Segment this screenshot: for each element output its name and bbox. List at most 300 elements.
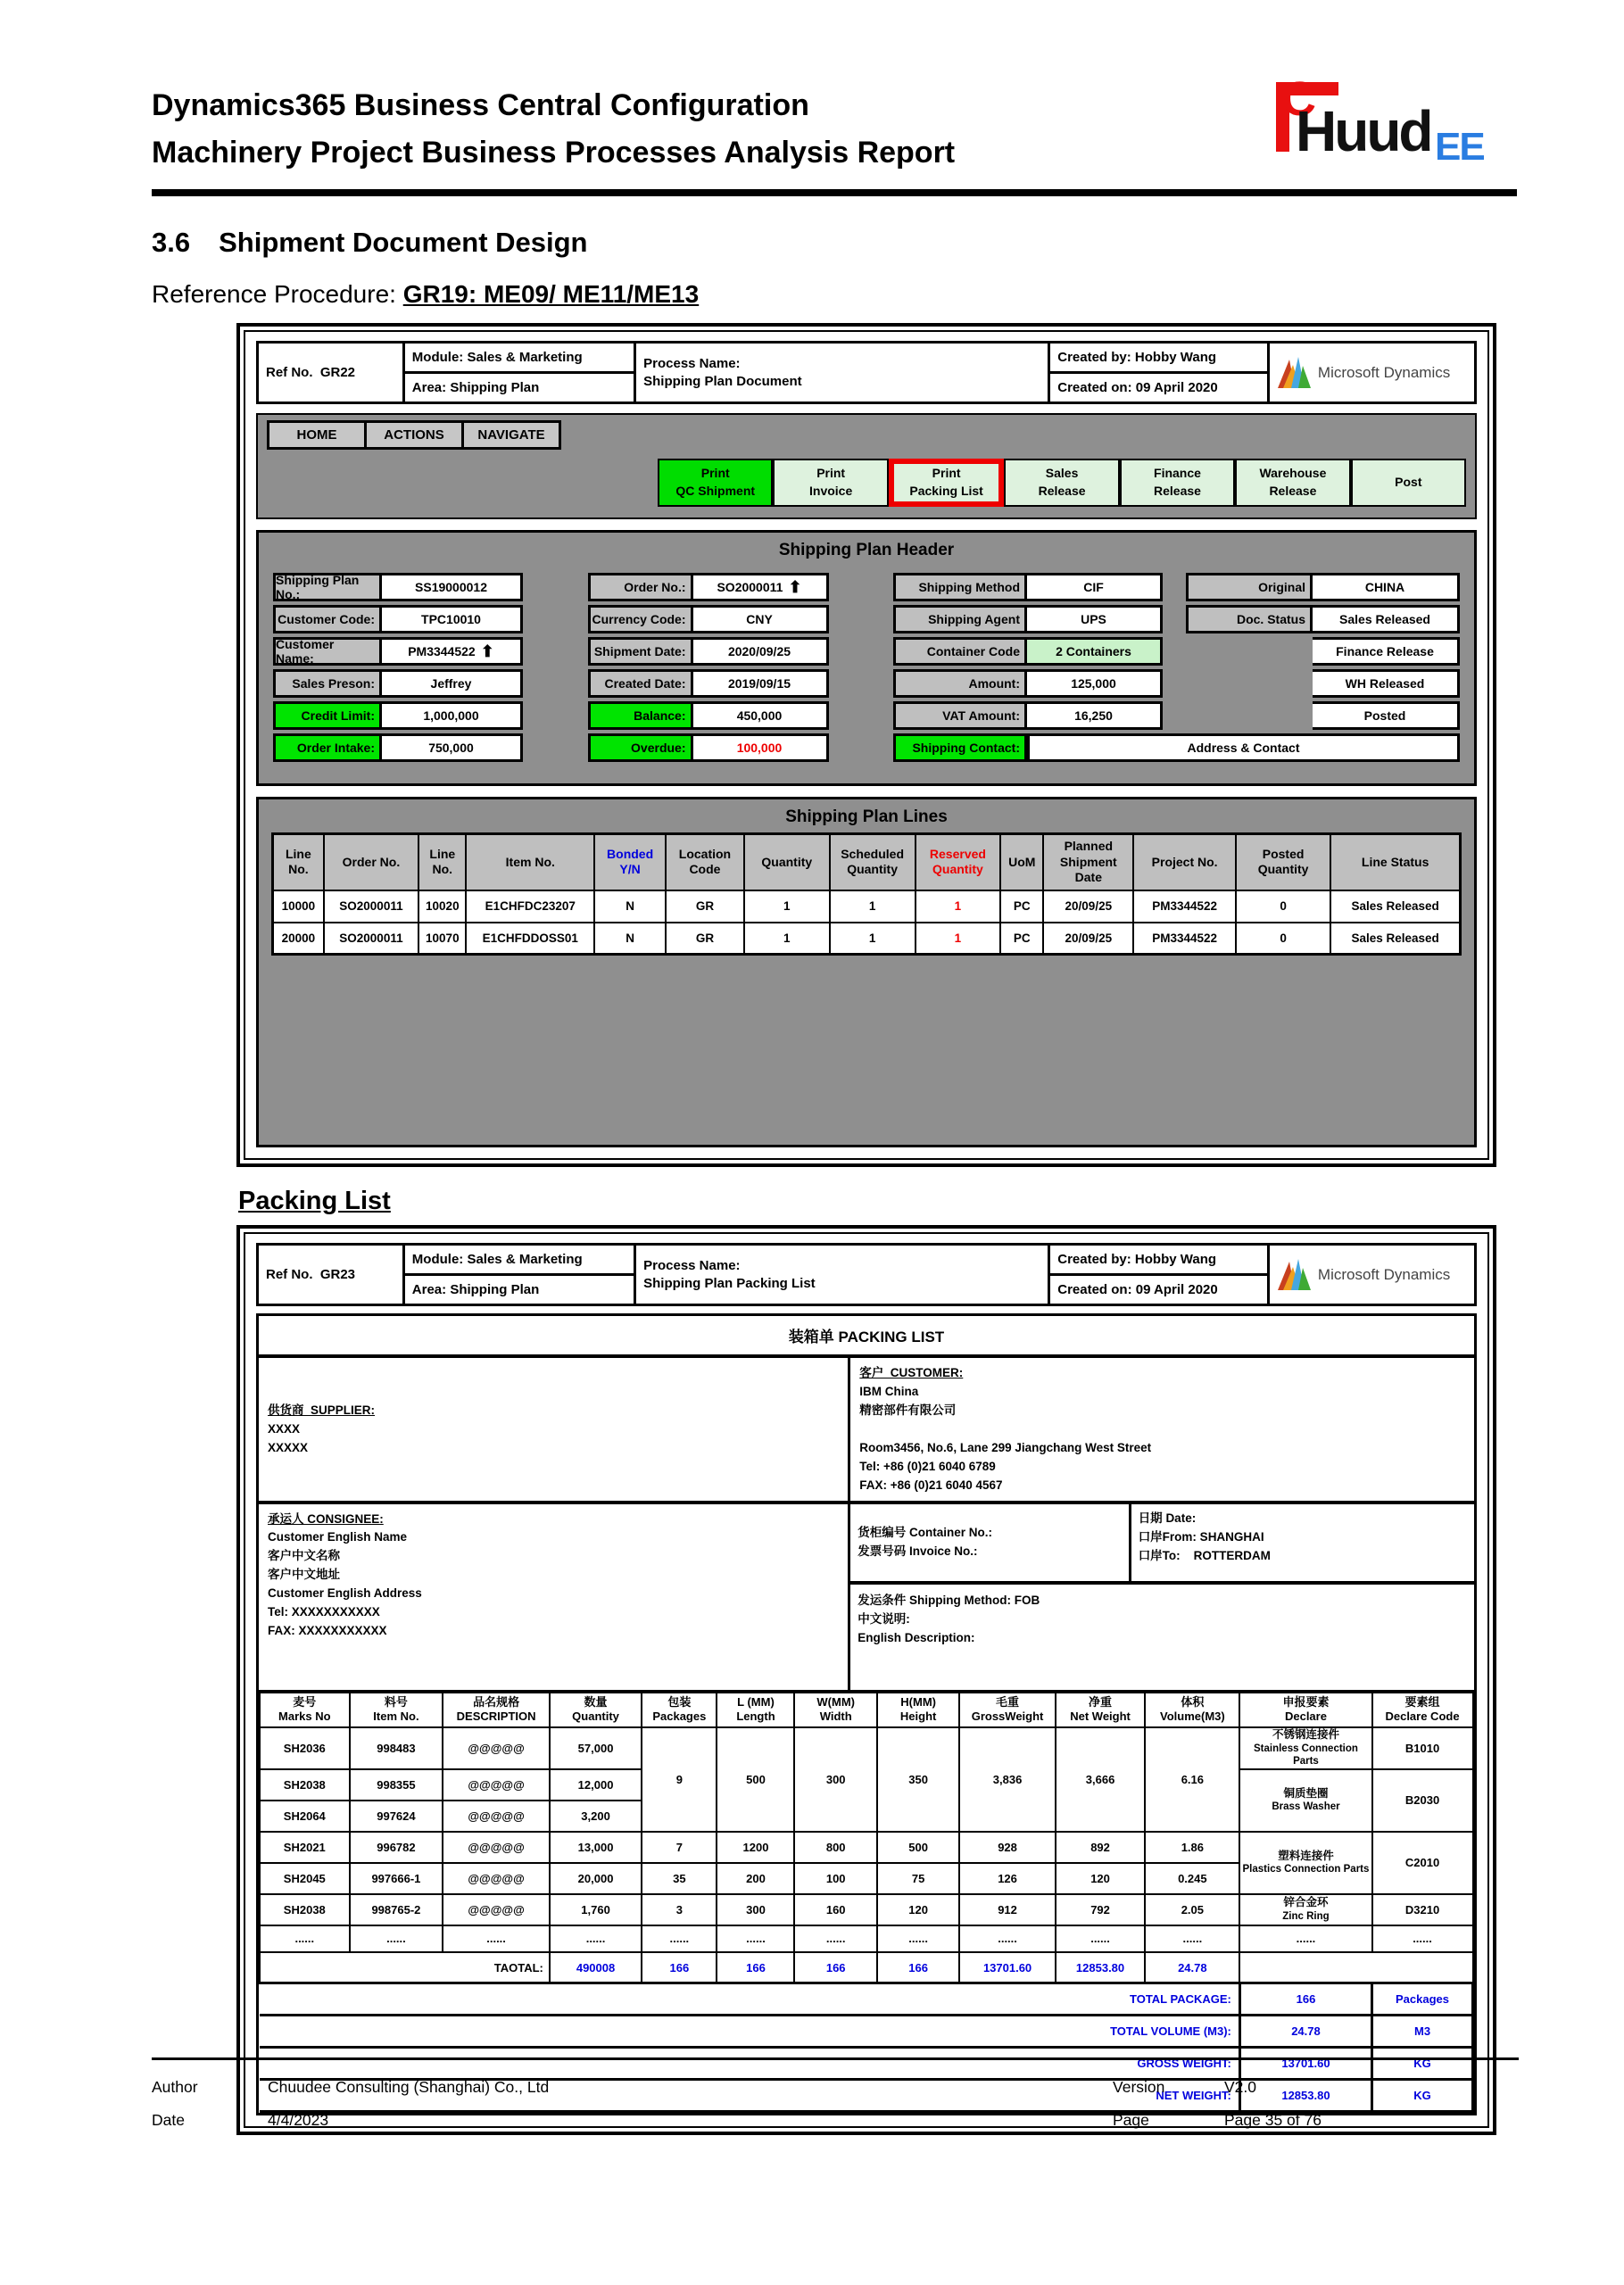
table-row: [260, 1832, 1473, 1863]
cell: B2030: [1372, 1769, 1473, 1832]
summary-label: TOTAL VOLUME (M3):: [260, 2016, 1239, 2048]
column-header: 麦号 Marks No: [260, 1692, 350, 1728]
total-length: 166: [717, 1952, 794, 1983]
microsoft-dynamics-icon: [1277, 355, 1314, 391]
cell: 3: [642, 1894, 717, 1925]
total-label: TAOTAL:: [260, 1952, 550, 1983]
field-label: Amount:: [893, 669, 1027, 698]
cell: 998483: [350, 1727, 443, 1768]
empty-cell: [1239, 1952, 1472, 1983]
table-row[interactable]: [273, 923, 1461, 955]
cell: ......: [717, 1925, 794, 1952]
column-header: Item No.: [466, 834, 594, 890]
shipping-method-field[interactable]: CIF: [1027, 573, 1163, 601]
summary-row: [260, 2016, 1473, 2048]
button-label: Release: [1269, 484, 1317, 498]
sales-release-button[interactable]: [1004, 459, 1119, 507]
header-field-group-3-4: [893, 573, 1460, 766]
column-header: 要素组 Declare Code: [1372, 1692, 1473, 1728]
cell: 300: [717, 1894, 794, 1925]
brand-cell: [1268, 1245, 1475, 1305]
cell: PC: [1000, 923, 1043, 955]
cell: SH2021: [260, 1832, 350, 1863]
cn-description-label: 中文说明:: [858, 1611, 910, 1626]
section-heading: [152, 227, 1517, 259]
cell: ......: [443, 1925, 550, 1952]
button-label: QC Shipment: [675, 484, 756, 498]
consignee-line: 客户中文地址: [268, 1568, 340, 1582]
consignee-line: 客户中文名称: [268, 1549, 340, 1563]
header-field-group-2: [588, 573, 829, 766]
cell: SO2000011: [324, 923, 418, 955]
total-quantity: 490008: [550, 1952, 642, 1983]
print-qc-shipment-button[interactable]: [658, 459, 773, 507]
button-label: Packing List: [909, 484, 983, 498]
field-label: Shipping Contact:: [893, 733, 1027, 762]
invoice-no-label: 发票号码 Invoice No.:: [858, 1544, 978, 1558]
cell: 1: [744, 923, 830, 955]
process-name-value: Shipping Plan Document: [643, 373, 802, 389]
process-name-label: Process Name:: [643, 1258, 741, 1273]
customer-block: [850, 1358, 1474, 1501]
cell: 1.86: [1145, 1832, 1239, 1863]
tab-navigate[interactable]: NAVIGATE: [461, 420, 561, 450]
cell: 350: [877, 1727, 959, 1831]
field-label: Sales Preson:: [273, 669, 382, 698]
created-on-cell: Created on: 09 April 2020: [1049, 373, 1269, 403]
column-header: Planned Shipment Date: [1043, 834, 1133, 890]
supplier-customer-row: [259, 1358, 1474, 1501]
summary-row: [260, 1983, 1473, 2016]
footer-page-value: Page 35 of 76: [1224, 2111, 1322, 2129]
cell: 892: [1056, 1832, 1146, 1863]
shipment-date-field[interactable]: 2020/09/25: [693, 637, 829, 666]
cell: Sales Released: [1330, 923, 1460, 955]
cell: 9: [642, 1727, 717, 1831]
table-row: [260, 1894, 1473, 1925]
panel-filler: [259, 956, 1474, 1145]
panel-title: Shipping Plan Lines: [785, 807, 948, 826]
order-no-field[interactable]: [693, 573, 829, 601]
field-label: Original: [1186, 573, 1313, 601]
column-header: Order No.: [324, 834, 418, 890]
summary-value: 166: [1239, 1983, 1371, 2016]
process-cell: [635, 343, 1049, 403]
cell: 1,760: [550, 1894, 642, 1925]
original-field[interactable]: CHINA: [1313, 573, 1460, 601]
summary-unit: Packages: [1372, 1983, 1473, 2016]
shipping-plan-no-field[interactable]: SS19000012: [382, 573, 523, 601]
cell: 1200: [717, 1832, 794, 1863]
column-header: Line Status: [1330, 834, 1460, 890]
wh-released-status: WH Released: [1313, 669, 1460, 698]
cell: 1: [744, 890, 830, 923]
reference-label: Reference Procedure:: [152, 280, 403, 308]
packing-list-title: 装箱单 PACKING LIST: [259, 1316, 1474, 1358]
cell: 0: [1236, 890, 1330, 923]
cell: D3210: [1372, 1894, 1473, 1925]
customer-heading: 客户 CUSTOMER:: [859, 1366, 964, 1379]
field-label: Shipment Date:: [588, 637, 693, 666]
button-label: Warehouse: [1259, 466, 1327, 481]
button-label: Sales: [1045, 466, 1079, 481]
cell: 500: [877, 1832, 959, 1863]
cell: 1: [916, 890, 1001, 923]
currency-code-field[interactable]: CNY: [693, 605, 829, 633]
field-value: PM3344522: [408, 644, 476, 658]
cell: 10020: [418, 890, 466, 923]
cell: 120: [1056, 1863, 1146, 1894]
cell: ......: [260, 1925, 350, 1952]
tab-home[interactable]: HOME: [267, 420, 367, 450]
column-header: Project No.: [1133, 834, 1235, 890]
drill-up-arrow-icon[interactable]: ⬆: [480, 642, 494, 660]
cell: 126: [959, 1863, 1055, 1894]
declare-cell: 锌合金环 Zinc Ring: [1239, 1894, 1371, 1925]
cell: PC: [1000, 890, 1043, 923]
shipping-plan-lines-panel: [256, 797, 1477, 1147]
customer-line: FAX: +86 (0)21 6040 4567: [859, 1478, 1003, 1492]
supplier-line: XXXXX: [268, 1440, 309, 1454]
cell: SH2038: [260, 1894, 350, 1925]
cell: 928: [959, 1832, 1055, 1863]
supplier-block: [259, 1358, 850, 1501]
cell: ......: [642, 1925, 717, 1952]
cell: E1CHFDDOSS01: [466, 923, 594, 955]
column-header: 料号 Item No.: [350, 1692, 443, 1728]
order-intake-field[interactable]: 750,000: [382, 733, 523, 762]
table-row: [260, 1727, 1473, 1768]
created-on-cell: Created on: 09 April 2020: [1049, 1275, 1269, 1305]
section-title: Shipment Document Design: [219, 227, 588, 258]
cell: 800: [794, 1832, 876, 1863]
column-header: 申报要素 Declare: [1239, 1692, 1371, 1728]
shipping-info-block: [850, 1504, 1474, 1690]
cell: 200: [717, 1863, 794, 1894]
column-header: 品名规格 DESCRIPTION: [443, 1692, 550, 1728]
finance-release-button[interactable]: [1120, 459, 1235, 507]
packing-list-form: [256, 1313, 1477, 2115]
print-invoice-button[interactable]: [773, 459, 888, 507]
credit-limit-field[interactable]: 1,000,000: [382, 701, 523, 730]
customer-code-field[interactable]: TPC10010: [382, 605, 523, 633]
cell: 100: [794, 1863, 876, 1894]
cell: PM3344522: [1133, 890, 1235, 923]
page-header: [152, 72, 1517, 180]
summary-value: 12853.80: [1239, 2080, 1371, 2112]
chuudee-logo: [1276, 72, 1508, 180]
cell: @@@@@: [443, 1727, 550, 1768]
consignee-line: Tel: XXXXXXXXXXX: [268, 1605, 380, 1619]
cell: 997624: [350, 1801, 443, 1832]
declare-cell: 铜质垫圈 Brass Washer: [1239, 1769, 1371, 1832]
cell: ......: [550, 1925, 642, 1952]
summary-label: NET WEIGHT:: [260, 2080, 1239, 2112]
cell: E1CHFDC23207: [466, 890, 594, 923]
field-label: Shipping Agent: [893, 605, 1027, 633]
posted-status: Posted: [1313, 701, 1460, 730]
cell: PM3344522: [1133, 923, 1235, 955]
brand-cell: [1268, 343, 1475, 403]
finance-release-status: Finance Release: [1313, 637, 1460, 666]
button-label: Print: [700, 466, 730, 481]
total-volume: 24.78: [1145, 1952, 1239, 1983]
warehouse-release-button[interactable]: [1235, 459, 1350, 507]
table-row-ellipsis: [260, 1925, 1473, 1952]
spacer: [1163, 573, 1186, 601]
column-header: 包装 Packages: [642, 1692, 717, 1728]
cell: 1: [916, 923, 1001, 955]
footer-date-value: 4/4/2023: [268, 2111, 329, 2129]
column-header: Line No.: [273, 834, 324, 890]
cell: 3,836: [959, 1727, 1055, 1831]
cell: 12,000: [550, 1769, 642, 1801]
cell: 10070: [418, 923, 466, 955]
table-header-row: [273, 834, 1461, 890]
sales-person-field[interactable]: Jeffrey: [382, 669, 523, 698]
button-label: Release: [1154, 484, 1201, 498]
container-invoice-block: [850, 1504, 1131, 1581]
cell: 35: [642, 1863, 717, 1894]
footer-author-label: Author: [152, 2078, 198, 2096]
ribbon-tabs: [267, 420, 1466, 450]
column-header: 毛重 GrossWeight: [959, 1692, 1055, 1728]
doc-header-table-gr23: [256, 1243, 1477, 1306]
cell: 997666-1: [350, 1863, 443, 1894]
table-header-row: [260, 1692, 1473, 1728]
date-label: 日期 Date:: [1138, 1511, 1197, 1525]
table-row[interactable]: [273, 890, 1461, 923]
cell: 792: [1056, 1894, 1146, 1925]
chuudee-logo-huud: Huud: [1296, 99, 1431, 163]
header-field-group-1: [273, 573, 523, 766]
created-by-cell: Created by: Hobby Wang: [1049, 1245, 1269, 1275]
consignee-block: [259, 1504, 850, 1690]
cell: 57,000: [550, 1727, 642, 1768]
cell: SH2045: [260, 1863, 350, 1894]
cell: 0.245: [1145, 1863, 1239, 1894]
button-label: Print: [816, 466, 846, 481]
spacer: [1163, 605, 1186, 633]
doc-status-field[interactable]: Sales Released: [1313, 605, 1460, 633]
cell: ......: [959, 1925, 1055, 1952]
column-header: Scheduled Quantity: [830, 834, 916, 890]
total-packages: 166: [642, 1952, 717, 1983]
cell: SH2038: [260, 1769, 350, 1801]
cell: 20/09/25: [1043, 923, 1133, 955]
footer-version-value: V2.0: [1224, 2078, 1256, 2096]
cell: 20,000: [550, 1863, 642, 1894]
cell: @@@@@: [443, 1863, 550, 1894]
cell: 912: [959, 1894, 1055, 1925]
spacer: [1163, 701, 1186, 730]
cell: ......: [794, 1925, 876, 1952]
overdue-field[interactable]: 100,000: [693, 733, 829, 762]
declare-cell: 不锈钢连接件 Stainless Connection Parts: [1239, 1727, 1371, 1768]
summary-unit: KG: [1372, 2048, 1473, 2080]
doc-header-table-gr22: [256, 341, 1477, 404]
field-label: Overdue:: [588, 733, 693, 762]
cell: 160: [794, 1894, 876, 1925]
process-name-label: Process Name:: [643, 356, 741, 371]
field-label: Customer Code:: [273, 605, 382, 633]
cell: SH2036: [260, 1727, 350, 1768]
cell: 1: [830, 890, 916, 923]
column-header: Line No.: [418, 834, 466, 890]
column-header: Bonded Y/N: [594, 834, 666, 890]
button-label: Post: [1395, 475, 1422, 490]
header-divider: [152, 189, 1517, 196]
field-label: Doc. Status: [1186, 605, 1313, 633]
cell: @@@@@: [443, 1832, 550, 1863]
shipping-plan-screenshot: [236, 323, 1496, 1167]
footer-version-label: Version: [1113, 2078, 1165, 2096]
spacer: [1163, 637, 1186, 666]
ref-no: Ref No. GR22: [258, 343, 404, 403]
shipping-method-line: 发运条件 Shipping Method: FOB: [858, 1593, 1040, 1607]
column-header: Reserved Quantity: [916, 834, 1001, 890]
brand-text: Microsoft Dynamics: [1317, 363, 1451, 381]
cell: 13,000: [550, 1832, 642, 1863]
cell: 3,666: [1056, 1727, 1146, 1831]
area-cell: Area: Shipping Plan: [403, 1275, 634, 1305]
customer-line: IBM China: [859, 1384, 919, 1398]
spacer: [1163, 669, 1186, 698]
summary-unit: M3: [1372, 2016, 1473, 2048]
cell: 7: [642, 1832, 717, 1863]
footer-page-label: Page: [1113, 2111, 1149, 2129]
total-height: 166: [877, 1952, 959, 1983]
consignee-line: Customer English Address: [268, 1586, 422, 1601]
cell: N: [594, 923, 666, 955]
supplier-heading: 供货商 SUPPLIER:: [268, 1403, 376, 1417]
packing-list-heading: Packing List: [238, 1187, 391, 1215]
consignee-heading: 承运人 CONSIGNEE:: [268, 1511, 384, 1526]
field-label: Order No.:: [588, 573, 693, 601]
shipping-method-block: [850, 1585, 1474, 1690]
ref-no: Ref No. GR23: [258, 1245, 404, 1305]
report-title-line2: Machinery Project Business Processes Analysis Report: [152, 135, 956, 170]
total-width: 166: [794, 1952, 876, 1983]
button-label: Print: [932, 466, 961, 481]
cell: 1: [830, 923, 916, 955]
section-number: 3.6: [152, 227, 191, 258]
cell: 998765-2: [350, 1894, 443, 1925]
spacer: [1186, 637, 1313, 666]
balance-field[interactable]: 450,000: [693, 701, 829, 730]
cell: C2010: [1372, 1832, 1473, 1894]
shipping-plan-screenshot-inner: [244, 330, 1489, 1160]
summary-unit: KG: [1372, 2080, 1473, 2112]
column-header: W(MM) Width: [794, 1692, 876, 1728]
customer-line: [859, 1420, 1465, 1439]
page-footer: [152, 2057, 1519, 2130]
cell: ......: [1145, 1925, 1239, 1952]
cell: ......: [1056, 1925, 1146, 1952]
microsoft-dynamics-icon: [1277, 1257, 1314, 1293]
cell: 2.05: [1145, 1894, 1239, 1925]
shipping-agent-field[interactable]: UPS: [1027, 605, 1163, 633]
summary-label: TOTAL PACKAGE:: [260, 1983, 1239, 2016]
area-cell: Area: Shipping Plan: [403, 373, 634, 403]
field-label: Shipping Method: [893, 573, 1027, 601]
module-cell: Module: Sales & Marketing: [403, 343, 634, 373]
report-title: [152, 82, 955, 176]
customer-line: 精密部件有限公司: [859, 1403, 957, 1417]
summary-value: 13701.60: [1239, 2048, 1371, 2080]
column-header: 净重 Net Weight: [1056, 1692, 1146, 1728]
customer-name-field[interactable]: [382, 637, 523, 666]
field-label: Customer Name:: [273, 637, 382, 666]
post-button[interactable]: [1351, 459, 1466, 507]
ribbon-buttons: [658, 459, 1466, 507]
button-label: Invoice: [809, 484, 853, 498]
consignee-line: Customer English Name: [268, 1530, 408, 1544]
packing-list-table: [259, 1690, 1474, 2114]
container-date-row: [850, 1504, 1474, 1585]
port-to: 口岸To: ROTTERDAM: [1138, 1548, 1271, 1562]
cell: 998355: [350, 1769, 443, 1801]
field-label: Balance:: [588, 701, 693, 730]
total-gross-weight: 13701.60: [959, 1952, 1055, 1983]
summary-value: 24.78: [1239, 2016, 1371, 2048]
spacer: [1186, 701, 1313, 730]
footer-author-value: Chuudee Consulting (Shanghai) Co., Ltd: [268, 2078, 550, 2096]
drill-up-arrow-icon[interactable]: ⬆: [788, 578, 802, 596]
field-label: Container Code: [893, 637, 1027, 666]
cell: 500: [717, 1727, 794, 1831]
cell: B1010: [1372, 1727, 1473, 1768]
print-packing-list-button[interactable]: [889, 459, 1005, 507]
cell: @@@@@: [443, 1894, 550, 1925]
shipping-plan-lines-table: [271, 832, 1462, 956]
amount-field[interactable]: 125,000: [1027, 669, 1163, 698]
cell: 300: [794, 1727, 876, 1831]
field-label: Order Intake:: [273, 733, 382, 762]
panel-title: Shipping Plan Header: [778, 541, 955, 559]
field-label: Shipping Plan No.:: [273, 573, 382, 601]
cell: 0: [1236, 923, 1330, 955]
footer-divider: [152, 2057, 1519, 2060]
button-label: Finance: [1154, 466, 1201, 481]
container-code-field[interactable]: 2 Containers: [1027, 637, 1163, 666]
cell: 3,200: [550, 1801, 642, 1832]
cell: 20/09/25: [1043, 890, 1133, 923]
column-header: Quantity: [744, 834, 830, 890]
created-by-cell: Created by: Hobby Wang: [1049, 343, 1269, 373]
shipping-contact-field[interactable]: Address & Contact: [1027, 733, 1460, 762]
chuudee-logo-ee: EE: [1435, 125, 1484, 169]
created-date-field[interactable]: 2019/09/15: [693, 669, 829, 698]
process-name-value: Shipping Plan Packing List: [643, 1275, 816, 1291]
ribbon: [256, 413, 1477, 519]
cell: 996782: [350, 1832, 443, 1863]
column-header: H(MM) Height: [877, 1692, 959, 1728]
customer-line: Tel: +86 (0)21 6040 6789: [859, 1459, 996, 1473]
tab-actions[interactable]: ACTIONS: [364, 420, 464, 450]
cell: 6.16: [1145, 1727, 1239, 1831]
vat-amount-field[interactable]: 16,250: [1027, 701, 1163, 730]
cell: 120: [877, 1894, 959, 1925]
field-label: Created Date:: [588, 669, 693, 698]
shipping-plan-header-panel: [256, 530, 1477, 786]
lines-table-wrap: [259, 832, 1474, 956]
cell: SH2064: [260, 1801, 350, 1832]
declare-cell: 塑料连接件 Plastics Connection Parts: [1239, 1832, 1371, 1894]
total-row: [260, 1952, 1473, 1983]
cell: ......: [877, 1925, 959, 1952]
reference-value: GR19: ME09/ ME11/ME13: [402, 280, 700, 308]
